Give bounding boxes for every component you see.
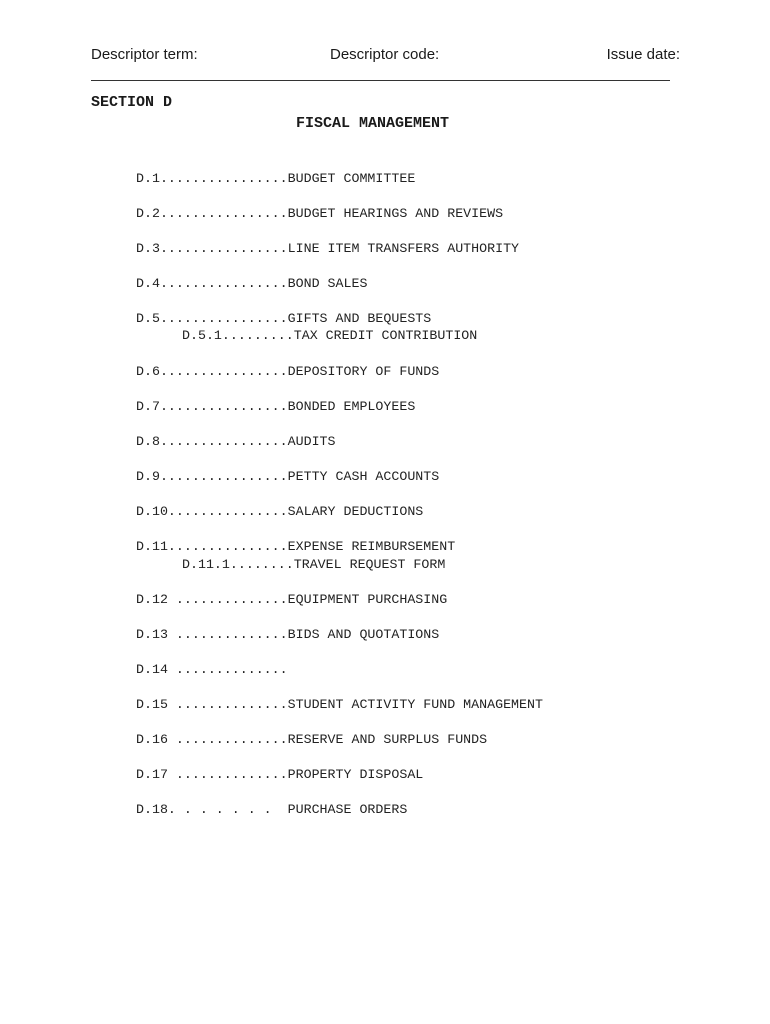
toc-title: PETTY CASH ACCOUNTS xyxy=(287,469,440,484)
descriptor-term-label: Descriptor term: xyxy=(91,46,198,63)
toc-entry xyxy=(136,433,336,450)
toc-title: EXPENSE REIMBURSEMENT xyxy=(287,539,456,554)
toc-code: D.11.1 xyxy=(182,557,230,572)
toc-leader: ................ xyxy=(159,276,288,291)
toc-leader: ................ xyxy=(159,399,288,414)
toc-entry xyxy=(136,503,423,520)
toc-title: PROPERTY DISPOSAL xyxy=(287,767,424,782)
section-title: FISCAL MANAGEMENT xyxy=(296,115,450,132)
toc-code: D.5.1 xyxy=(182,328,222,343)
issue-date-label: Issue date: xyxy=(606,46,680,63)
toc-code: D.2 xyxy=(136,206,160,221)
toc-leader: ................ xyxy=(159,206,288,221)
toc-entry xyxy=(136,731,487,748)
descriptor-code-label: Descriptor code: xyxy=(330,46,440,63)
toc-code: D.8 xyxy=(136,434,160,449)
toc-title: BUDGET COMMITTEE xyxy=(287,171,416,186)
toc-entry xyxy=(136,310,431,327)
toc-code: D.1 xyxy=(136,171,160,186)
toc-entry xyxy=(136,766,423,783)
toc-leader: ................ xyxy=(159,434,288,449)
toc-leader: ................ xyxy=(159,171,288,186)
toc-code: D.3 xyxy=(136,241,160,256)
toc-code: D.11 xyxy=(136,539,168,554)
toc-leader: ........ xyxy=(229,557,294,572)
toc-code: D.16 xyxy=(136,732,168,747)
toc-code: D.17 xyxy=(136,767,168,782)
toc-title: TAX CREDIT CONTRIBUTION xyxy=(293,328,478,343)
toc-leader: ................ xyxy=(159,241,288,256)
toc-code: D.14 xyxy=(136,662,168,677)
toc-leader: .............. xyxy=(167,627,288,642)
toc-leader: ............... xyxy=(167,539,288,554)
toc-code: D.10 xyxy=(136,504,168,519)
toc-entry xyxy=(136,696,543,713)
toc-leader: ................ xyxy=(159,311,288,326)
toc-code: D.13 xyxy=(136,627,168,642)
toc-title: STUDENT ACTIVITY FUND MANAGEMENT xyxy=(287,697,543,712)
toc-leader: .............. xyxy=(167,767,288,782)
toc-leader: .............. xyxy=(167,662,288,677)
toc-leader: .............. xyxy=(167,732,288,747)
toc-title: EQUIPMENT PURCHASING xyxy=(287,592,448,607)
toc-title: GIFTS AND BEQUESTS xyxy=(287,311,432,326)
toc-leader: ......... xyxy=(221,328,294,343)
toc-title: LINE ITEM TRANSFERS AUTHORITY xyxy=(287,241,520,256)
toc-title: BUDGET HEARINGS AND REVIEWS xyxy=(287,206,504,221)
toc-title: TRAVEL REQUEST FORM xyxy=(293,557,446,572)
toc-code: D.7 xyxy=(136,399,160,414)
toc-title: PURCHASE ORDERS xyxy=(287,802,408,817)
toc-leader: .............. xyxy=(167,697,288,712)
toc-title: RESERVE AND SURPLUS FUNDS xyxy=(287,732,488,747)
toc-title: BIDS AND QUOTATIONS xyxy=(287,627,440,642)
toc-leader: ................ xyxy=(159,469,288,484)
toc-code: D.18 xyxy=(136,802,168,817)
toc-title: BOND SALES xyxy=(287,276,368,291)
toc-leader: . . . . . . . xyxy=(167,802,288,817)
toc-entry xyxy=(136,363,439,380)
toc-code: D.5 xyxy=(136,311,160,326)
toc-entry xyxy=(136,626,439,643)
toc-entry xyxy=(136,801,407,818)
toc-entry xyxy=(136,538,455,555)
toc-title: AUDITS xyxy=(287,434,336,449)
toc-code: D.6 xyxy=(136,364,160,379)
toc-title: DEPOSITORY OF FUNDS xyxy=(287,364,440,379)
toc-entry xyxy=(136,205,503,222)
toc-code: D.15 xyxy=(136,697,168,712)
toc-code: D.4 xyxy=(136,276,160,291)
toc-entry xyxy=(136,275,367,292)
toc-subentry xyxy=(182,327,477,344)
toc-title: BONDED EMPLOYEES xyxy=(287,399,416,414)
toc-entry xyxy=(136,240,519,257)
toc-entry xyxy=(136,661,288,678)
toc-leader: ................ xyxy=(159,364,288,379)
toc-title: SALARY DEDUCTIONS xyxy=(287,504,424,519)
toc-subentry xyxy=(182,556,445,573)
toc-entry xyxy=(136,170,415,187)
toc-code: D.9 xyxy=(136,469,160,484)
section-label: SECTION D xyxy=(91,94,173,111)
header-divider xyxy=(91,80,670,81)
toc-code: D.12 xyxy=(136,592,168,607)
toc-entry xyxy=(136,468,439,485)
toc-leader: ............... xyxy=(167,504,288,519)
toc-leader: .............. xyxy=(167,592,288,607)
toc-entry xyxy=(136,398,415,415)
toc-entry xyxy=(136,591,447,608)
